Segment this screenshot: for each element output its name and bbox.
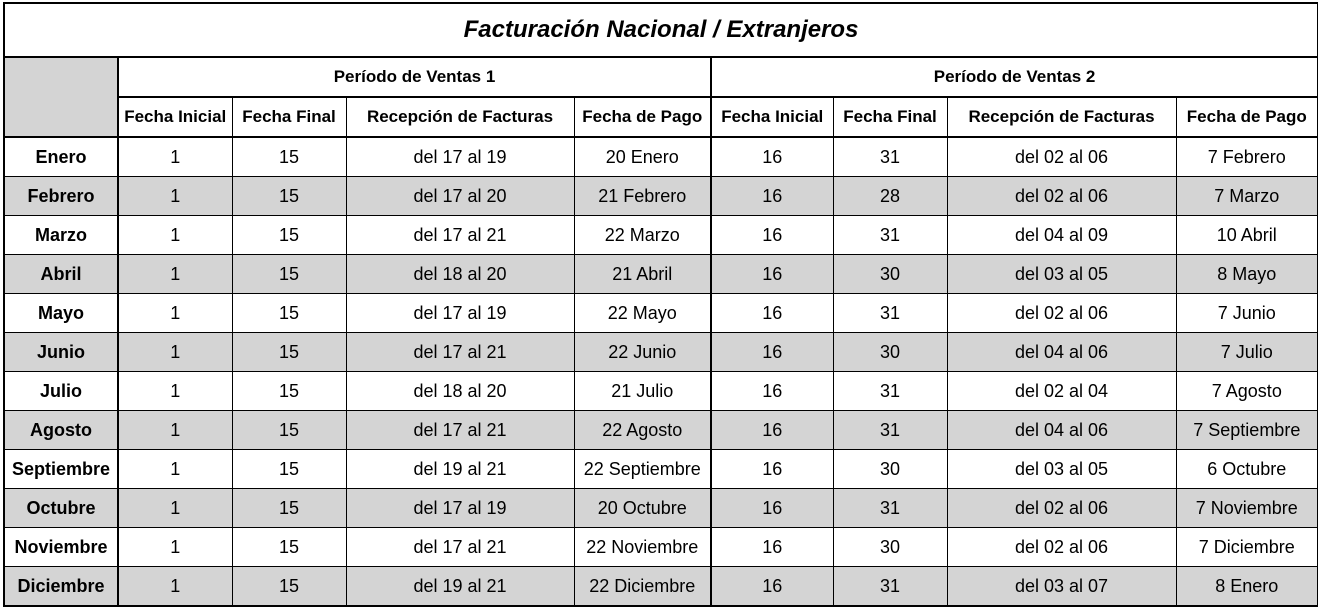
table-row (4, 411, 1318, 450)
table-cell: del 03 al 07 (947, 567, 1176, 607)
table-row (4, 294, 1318, 333)
table-cell: 7 Junio (1176, 294, 1318, 333)
table-cell: 15 (232, 450, 346, 489)
month-cell: Diciembre (4, 567, 118, 607)
table-cell: del 17 al 19 (346, 137, 574, 177)
table-row (4, 372, 1318, 411)
column-header: Recepción de Facturas (947, 97, 1176, 137)
table-row (4, 255, 1318, 294)
table-cell: del 04 al 09 (947, 216, 1176, 255)
table-cell: 1 (118, 333, 232, 372)
table-cell: 21 Abril (574, 255, 711, 294)
table-cell: 30 (833, 528, 947, 567)
month-cell: Febrero (4, 177, 118, 216)
table-cell: 21 Julio (574, 372, 711, 411)
table-cell: 30 (833, 450, 947, 489)
table-cell: del 17 al 21 (346, 411, 574, 450)
table-cell: del 02 al 06 (947, 489, 1176, 528)
billing-schedule-table (3, 2, 1318, 607)
table-cell: 6 Octubre (1176, 450, 1318, 489)
table-cell: del 04 al 06 (947, 411, 1176, 450)
column-header: Recepción de Facturas (346, 97, 574, 137)
table-cell: 31 (833, 567, 947, 607)
table-cell: 7 Septiembre (1176, 411, 1318, 450)
table-cell: 7 Agosto (1176, 372, 1318, 411)
table-cell: 1 (118, 489, 232, 528)
month-cell: Septiembre (4, 450, 118, 489)
column-header: Fecha Final (232, 97, 346, 137)
table-cell: 30 (833, 255, 947, 294)
column-header: Fecha Inicial (711, 97, 833, 137)
table-cell: 15 (232, 372, 346, 411)
table-cell: del 19 al 21 (346, 567, 574, 607)
table-cell: del 03 al 05 (947, 450, 1176, 489)
table-cell: 16 (711, 255, 833, 294)
table-cell: 8 Enero (1176, 567, 1318, 607)
period-2-header: Período de Ventas 2 (711, 57, 1318, 97)
table-cell: 16 (711, 333, 833, 372)
table-cell: 16 (711, 294, 833, 333)
month-cell: Marzo (4, 216, 118, 255)
table-cell: 22 Agosto (574, 411, 711, 450)
table-cell: 16 (711, 411, 833, 450)
table-row (4, 216, 1318, 255)
table-cell: 16 (711, 137, 833, 177)
month-cell: Julio (4, 372, 118, 411)
table-cell: 16 (711, 567, 833, 607)
table-row (4, 567, 1318, 607)
table-cell: 1 (118, 372, 232, 411)
table-cell: del 02 al 06 (947, 177, 1176, 216)
month-cell: Agosto (4, 411, 118, 450)
column-header: Fecha de Pago (574, 97, 711, 137)
table-cell: 1 (118, 450, 232, 489)
month-cell: Abril (4, 255, 118, 294)
table-cell: del 17 al 21 (346, 216, 574, 255)
month-cell: Octubre (4, 489, 118, 528)
table-cell: 16 (711, 372, 833, 411)
month-cell: Enero (4, 137, 118, 177)
column-header: Fecha de Pago (1176, 97, 1318, 137)
table-cell: del 18 al 20 (346, 255, 574, 294)
table-cell: 31 (833, 294, 947, 333)
table-cell: 16 (711, 528, 833, 567)
table-cell: 31 (833, 489, 947, 528)
table-row (4, 333, 1318, 372)
table-cell: del 17 al 21 (346, 333, 574, 372)
column-header: Fecha Inicial (118, 97, 232, 137)
table-row (4, 450, 1318, 489)
table-cell: 16 (711, 450, 833, 489)
table-cell: 1 (118, 216, 232, 255)
table-cell: 21 Febrero (574, 177, 711, 216)
month-cell: Noviembre (4, 528, 118, 567)
table-cell: 31 (833, 216, 947, 255)
month-cell: Junio (4, 333, 118, 372)
table-row (4, 137, 1318, 177)
table-cell: del 02 al 06 (947, 294, 1176, 333)
column-header: Fecha Final (833, 97, 947, 137)
table-cell: del 02 al 06 (947, 528, 1176, 567)
table-cell: 1 (118, 255, 232, 294)
table-title: Facturación Nacional / Extranjeros (4, 3, 1318, 57)
table-cell: 15 (232, 216, 346, 255)
table-cell: del 17 al 19 (346, 489, 574, 528)
table-cell: 22 Diciembre (574, 567, 711, 607)
table-cell: 20 Octubre (574, 489, 711, 528)
table-cell: 16 (711, 489, 833, 528)
table-cell: del 02 al 04 (947, 372, 1176, 411)
table-cell: 20 Enero (574, 137, 711, 177)
table-cell: 7 Julio (1176, 333, 1318, 372)
table-cell: 15 (232, 137, 346, 177)
table-cell: del 04 al 06 (947, 333, 1176, 372)
table-cell: 15 (232, 255, 346, 294)
table-row (4, 177, 1318, 216)
table-cell: 10 Abril (1176, 216, 1318, 255)
table-cell: del 03 al 05 (947, 255, 1176, 294)
table-cell: 7 Febrero (1176, 137, 1318, 177)
table-cell: 30 (833, 333, 947, 372)
table-cell: 15 (232, 411, 346, 450)
table-cell: del 17 al 21 (346, 528, 574, 567)
table-row (4, 528, 1318, 567)
table-cell: del 02 al 06 (947, 137, 1176, 177)
table-cell: 1 (118, 411, 232, 450)
table-cell: 15 (232, 177, 346, 216)
table-cell: 7 Marzo (1176, 177, 1318, 216)
table-cell: 22 Marzo (574, 216, 711, 255)
table-cell: 1 (118, 294, 232, 333)
table-cell: 16 (711, 177, 833, 216)
table-cell: 15 (232, 294, 346, 333)
table-cell: 31 (833, 137, 947, 177)
table-cell: 7 Noviembre (1176, 489, 1318, 528)
period-1-header: Período de Ventas 1 (118, 57, 711, 97)
table-cell: 1 (118, 567, 232, 607)
table-cell: 22 Septiembre (574, 450, 711, 489)
table-cell: 22 Mayo (574, 294, 711, 333)
table-cell: 22 Noviembre (574, 528, 711, 567)
table-row (4, 489, 1318, 528)
table-cell: 15 (232, 489, 346, 528)
table-cell: del 17 al 19 (346, 294, 574, 333)
table-cell: del 17 al 20 (346, 177, 574, 216)
table-cell: 28 (833, 177, 947, 216)
table-cell: 15 (232, 528, 346, 567)
table-cell: 1 (118, 528, 232, 567)
month-cell: Mayo (4, 294, 118, 333)
table-cell: 22 Junio (574, 333, 711, 372)
table-cell: del 19 al 21 (346, 450, 574, 489)
table-cell: 8 Mayo (1176, 255, 1318, 294)
table-cell: 31 (833, 372, 947, 411)
table-cell: 16 (711, 216, 833, 255)
table-cell: del 18 al 20 (346, 372, 574, 411)
table-cell: 1 (118, 177, 232, 216)
table-cell: 15 (232, 333, 346, 372)
corner-cell (4, 57, 118, 137)
table-cell: 15 (232, 567, 346, 607)
table-cell: 7 Diciembre (1176, 528, 1318, 567)
table-cell: 31 (833, 411, 947, 450)
table-cell: 1 (118, 137, 232, 177)
